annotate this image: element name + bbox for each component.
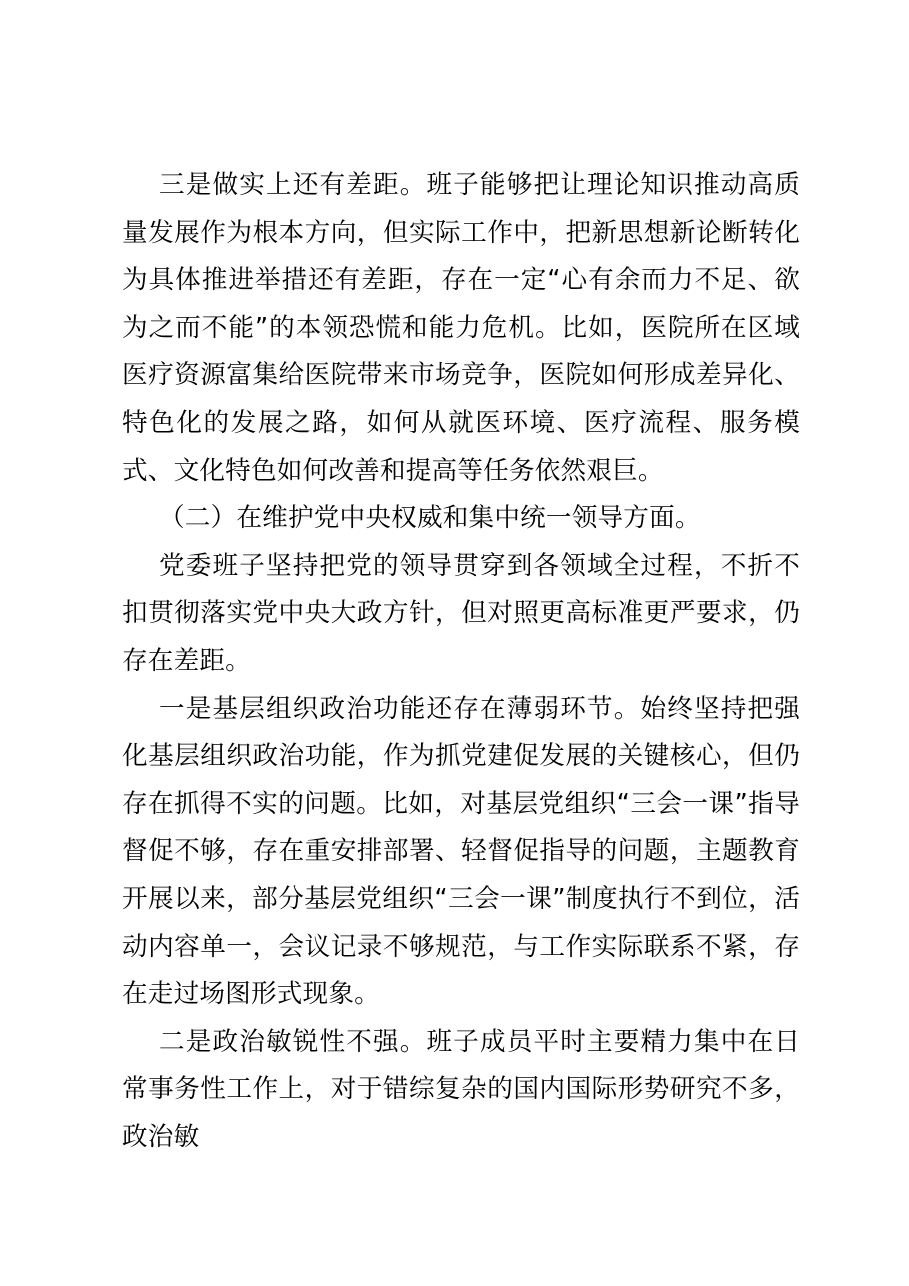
paragraph-grassroots-organization: 一是基层组织政治功能还存在薄弱环节。始终坚持把强化基层组织政治功能，作为抓党建促发展的关键核心，但仍存在抓得不实的问题。比如，对基层党组织“三会一课”指导督促不够，存在重安排部署、轻督促指导的问题，主题教育开展以来，部分基层党组织“三会一课”制度执行不到位，活动内容单一，会议记录不够规范，与工作实际联系不紧，存在走过场图形式现象。 (122, 693, 800, 1010)
paragraph-political-sensitivity: 二是政治敏锐性不强。班子成员平时主要精力集中在日常事务性工作上，对于错综复杂的国内国际形势研究不多，政治敏 (122, 1026, 800, 1152)
paragraph-party-leadership: 党委班子坚持把党的领导贯穿到各领域全过程，不折不扣贯彻落实党中央大政方针，但对照更高标准更严要求，仍存在差距。 (122, 550, 800, 676)
section-heading-party-authority: （二）在维护党中央权威和集中统一领导方面。 (159, 503, 701, 534)
paragraph-capability-gap: 三是做实上还有差距。班子能够把让理论知识推动高质量发展作为根本方向，但实际工作中，把新思想新论断转化为具体推进举措还有差距，存在一定“心有余而力不足、欲为之而不能”的本领恐慌和能力危机。比如，医院所在区域医疗资源富集给医院带来市场竞争，医院如何形成差异化、特色化的发展之路，如何从就医环境、医疗流程、服务模式、文化特色如何改善和提高等任务依然艰巨。 (122, 170, 800, 486)
document-body (122, 162, 800, 1161)
